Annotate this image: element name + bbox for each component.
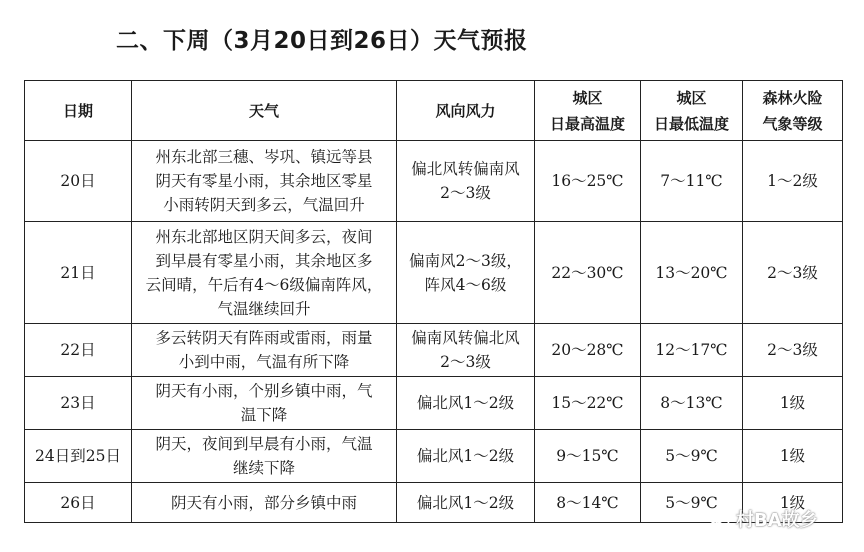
- header-wind: 风向风力: [397, 81, 535, 141]
- low-temp-cell: 8～13℃: [641, 377, 743, 430]
- watermark-text: 村BA故乡: [736, 510, 818, 531]
- weather-cell: [132, 141, 397, 222]
- fire-risk-cell: 1级: [743, 430, 843, 483]
- high-temp-cell: 22～30℃: [535, 222, 641, 324]
- weather-line: 云间晴，午后有4～6级偏南阵风，: [145, 275, 383, 294]
- header-high-line1: 城区: [572, 88, 603, 107]
- high-temp-cell: 16～25℃: [535, 141, 641, 222]
- weather-line: 阴天有小雨，部分乡镇中雨: [170, 493, 357, 512]
- weather-line: 阴天有小雨，个别乡镇中雨，气: [155, 382, 373, 400]
- weather-line: 到早晨有零星小雨，其余地区多: [155, 251, 373, 270]
- header-row: [25, 81, 843, 141]
- date-cell: 26日: [25, 483, 132, 523]
- low-temp-cell: 5～9℃: [641, 483, 743, 523]
- header-high-temp: [535, 81, 641, 141]
- high-temp-cell: 20～28℃: [535, 324, 641, 377]
- header-fire-risk: [743, 81, 843, 141]
- fire-risk-cell: 2～3级: [743, 222, 843, 324]
- header-high-line2: 日最高温度: [549, 114, 625, 133]
- weather-line: 州东北部地区阴天间多云，夜间: [155, 227, 373, 246]
- header-date: 日期: [25, 81, 132, 141]
- low-temp-cell: 13～20℃: [641, 222, 743, 324]
- fire-risk-cell: 1～2级: [743, 141, 843, 222]
- wind-line: 偏北风转偏南风: [411, 160, 520, 178]
- table-row: [25, 430, 843, 483]
- fire-risk-cell: 1级: [743, 377, 843, 430]
- low-temp-cell: 12～17℃: [641, 324, 743, 377]
- low-temp-cell: 7～11℃: [641, 141, 743, 222]
- header-weather: 天气: [132, 81, 397, 141]
- page-title: 二、下周（3月20日到26日）天气预报: [116, 28, 528, 54]
- weather-cell: [132, 430, 397, 483]
- date-cell: 23日: [25, 377, 132, 430]
- wind-line: 阵风4～6级: [424, 275, 507, 294]
- high-temp-cell: 8～14℃: [535, 483, 641, 523]
- wind-line: 2～3级: [440, 353, 491, 371]
- wind-cell: [397, 430, 535, 483]
- table-row: [25, 222, 843, 324]
- wind-cell: [397, 141, 535, 222]
- wind-line: 偏北风1～2级: [416, 493, 515, 512]
- wind-line: 偏北风1～2级: [416, 394, 515, 412]
- weather-cell: [132, 222, 397, 324]
- fire-risk-cell: 2～3级: [743, 324, 843, 377]
- weather-line: 州东北部三穗、岑巩、镇远等县: [155, 148, 373, 166]
- header-low-line2: 日最低温度: [653, 114, 729, 133]
- weather-line: 气温继续回升: [217, 299, 311, 318]
- weather-cell: [132, 483, 397, 523]
- low-temp-cell: 5～9℃: [641, 430, 743, 483]
- date-cell: 20日: [25, 141, 132, 222]
- date-cell: 24日到25日: [25, 430, 132, 483]
- wechat-icon: [708, 509, 730, 529]
- header-fire-line2: 气象等级: [762, 114, 823, 133]
- weather-line: 继续下降: [232, 459, 295, 477]
- weather-line: 阴天，夜间到早晨有小雨，气温: [155, 435, 373, 453]
- header-low-line1: 城区: [676, 88, 707, 107]
- fire-risk-cell: 1级: [743, 483, 843, 523]
- weather-line: 阴天有零星小雨，其余地区零星: [155, 172, 373, 190]
- header-fire-line1: 森林火险: [762, 88, 823, 107]
- wind-cell: [397, 483, 535, 523]
- weather-cell: [132, 377, 397, 430]
- weather-line: 多云转阴天有阵雨或雷雨，雨量: [155, 329, 373, 347]
- high-temp-cell: 9～15℃: [535, 430, 641, 483]
- wind-cell: [397, 324, 535, 377]
- weather-line: 温下降: [240, 406, 288, 424]
- wind-line: 偏南风2～3级，: [409, 251, 522, 270]
- watermark: [708, 506, 818, 532]
- wind-cell: [397, 377, 535, 430]
- table-row: [25, 141, 843, 222]
- high-temp-cell: 15～22℃: [535, 377, 641, 430]
- table-row: [25, 324, 843, 377]
- table-row: [25, 377, 843, 430]
- weather-cell: [132, 324, 397, 377]
- weather-line: 小到中雨，气温有所下降: [178, 353, 350, 371]
- weather-line: 小雨转阴天到多云，气温回升: [163, 196, 365, 214]
- date-cell: 22日: [25, 324, 132, 377]
- forecast-table: [24, 80, 843, 523]
- wind-cell: [397, 222, 535, 324]
- header-low-temp: [641, 81, 743, 141]
- wind-line: 偏北风1～2级: [416, 447, 515, 465]
- date-cell: 21日: [25, 222, 132, 324]
- wind-line: 2～3级: [440, 184, 491, 202]
- wind-line: 偏南风转偏北风: [411, 329, 520, 347]
